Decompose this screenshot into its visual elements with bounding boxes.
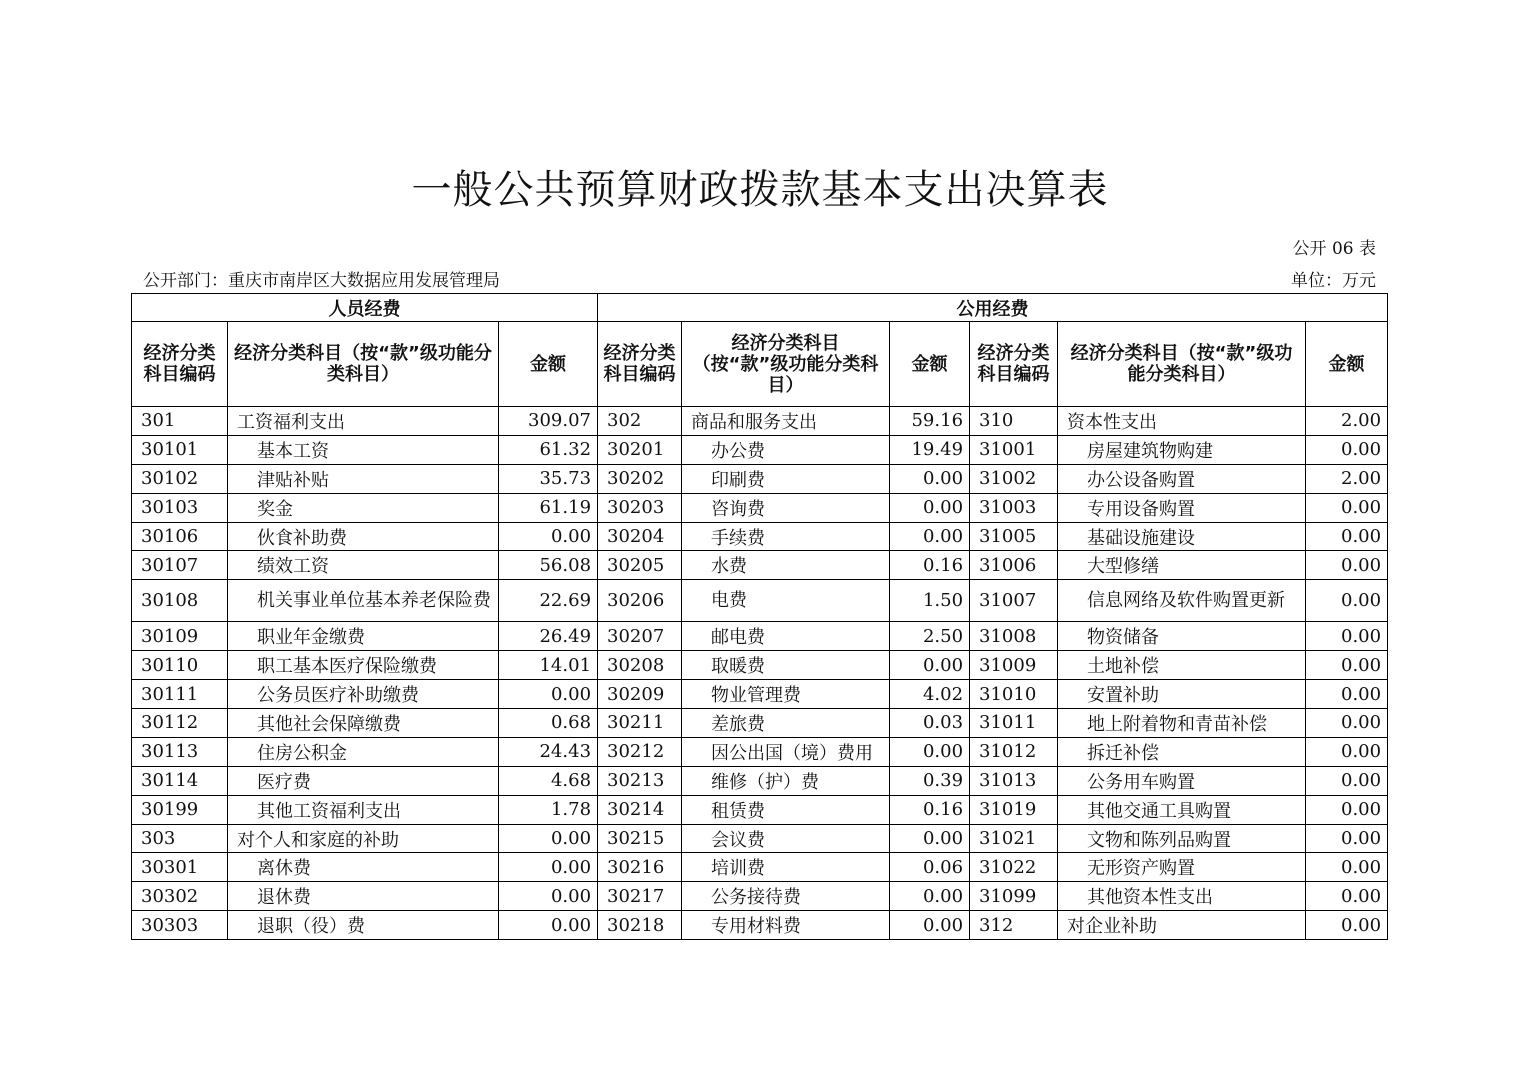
item-name: 印刷费 <box>682 464 890 493</box>
item-amount: 0.03 <box>890 709 970 738</box>
item-name: 差旅费 <box>682 709 890 738</box>
item-code: 31019 <box>970 795 1058 824</box>
item-amount: 22.69 <box>499 580 598 622</box>
item-name: 信息网络及软件购置更新 <box>1058 580 1306 622</box>
item-amount: 4.02 <box>890 680 970 709</box>
item-name: 租赁费 <box>682 795 890 824</box>
item-code: 30114 <box>132 766 228 795</box>
item-code: 30212 <box>598 737 682 766</box>
item-code: 30303 <box>132 911 228 940</box>
expenditure-table <box>131 293 1388 940</box>
header-amount: 金额 <box>499 322 598 407</box>
header-code: 经济分类科目编码 <box>598 322 682 407</box>
item-code: 30301 <box>132 853 228 882</box>
table-row <box>132 853 1388 882</box>
table-row <box>132 680 1388 709</box>
item-code: 30214 <box>598 795 682 824</box>
item-amount: 0.68 <box>499 709 598 738</box>
item-code: 30110 <box>132 651 228 680</box>
item-code: 30102 <box>132 464 228 493</box>
item-amount: 0.00 <box>1306 522 1388 551</box>
item-name: 住房公积金 <box>228 737 499 766</box>
item-name: 奖金 <box>228 493 499 522</box>
item-name: 水费 <box>682 551 890 580</box>
item-amount: 26.49 <box>499 622 598 651</box>
table-row <box>132 622 1388 651</box>
item-amount: 56.08 <box>499 551 598 580</box>
item-name: 维修（护）费 <box>682 766 890 795</box>
item-amount: 14.01 <box>499 651 598 680</box>
item-name: 退休费 <box>228 882 499 911</box>
item-code: 30203 <box>598 493 682 522</box>
table-row <box>132 551 1388 580</box>
item-code: 31002 <box>970 464 1058 493</box>
item-code: 31012 <box>970 737 1058 766</box>
item-name: 医疗费 <box>228 766 499 795</box>
item-amount: 0.00 <box>1306 580 1388 622</box>
item-code: 30202 <box>598 464 682 493</box>
item-amount: 0.00 <box>1306 737 1388 766</box>
item-amount: 61.32 <box>499 435 598 464</box>
item-code: 30218 <box>598 911 682 940</box>
item-name: 公务接待费 <box>682 882 890 911</box>
item-name: 专用材料费 <box>682 911 890 940</box>
item-amount: 0.00 <box>1306 709 1388 738</box>
item-code: 31001 <box>970 435 1058 464</box>
item-code: 302 <box>598 407 682 436</box>
item-name: 取暖费 <box>682 651 890 680</box>
item-amount: 0.00 <box>499 522 598 551</box>
item-amount: 0.00 <box>890 493 970 522</box>
item-code: 30217 <box>598 882 682 911</box>
item-code: 310 <box>970 407 1058 436</box>
item-code: 31022 <box>970 853 1058 882</box>
item-amount: 0.39 <box>890 766 970 795</box>
item-name: 专用设备购置 <box>1058 493 1306 522</box>
item-code: 30103 <box>132 493 228 522</box>
item-code: 30213 <box>598 766 682 795</box>
item-amount: 2.50 <box>890 622 970 651</box>
item-code: 30111 <box>132 680 228 709</box>
item-amount: 0.00 <box>1306 853 1388 882</box>
item-code: 31010 <box>970 680 1058 709</box>
item-name: 其他资本性支出 <box>1058 882 1306 911</box>
table-row <box>132 824 1388 853</box>
item-amount: 0.16 <box>890 551 970 580</box>
item-name: 伙食补助费 <box>228 522 499 551</box>
item-code: 30204 <box>598 522 682 551</box>
item-name: 公务员医疗补助缴费 <box>228 680 499 709</box>
item-name: 退职（役）费 <box>228 911 499 940</box>
table-row <box>132 651 1388 680</box>
item-name: 文物和陈列品购置 <box>1058 824 1306 853</box>
table-row <box>132 435 1388 464</box>
item-code: 30107 <box>132 551 228 580</box>
item-name: 办公费 <box>682 435 890 464</box>
table-row <box>132 737 1388 766</box>
item-code: 30112 <box>132 709 228 738</box>
item-amount: 0.00 <box>1306 795 1388 824</box>
item-name: 其他社会保障缴费 <box>228 709 499 738</box>
item-name: 咨询费 <box>682 493 890 522</box>
item-code: 31009 <box>970 651 1058 680</box>
item-amount: 0.00 <box>499 680 598 709</box>
item-amount: 4.68 <box>499 766 598 795</box>
item-name: 离休费 <box>228 853 499 882</box>
header-code: 经济分类科目编码 <box>132 322 228 407</box>
item-code: 31006 <box>970 551 1058 580</box>
header-name: 经济分类科目（按“款”级功能分类科目） <box>1058 322 1306 407</box>
item-name: 工资福利支出 <box>228 407 499 436</box>
item-name: 职业年金缴费 <box>228 622 499 651</box>
item-code: 30113 <box>132 737 228 766</box>
table-row <box>132 493 1388 522</box>
table-row <box>132 766 1388 795</box>
section-public: 公用经费 <box>598 294 1388 322</box>
table-row <box>132 709 1388 738</box>
item-code: 312 <box>970 911 1058 940</box>
item-code: 31011 <box>970 709 1058 738</box>
unit-label: 单位：万元 <box>1291 271 1376 291</box>
item-name: 公务用车购置 <box>1058 766 1306 795</box>
item-amount: 0.00 <box>499 853 598 882</box>
item-name: 基本工资 <box>228 435 499 464</box>
item-amount: 0.16 <box>890 795 970 824</box>
item-name: 无形资产购置 <box>1058 853 1306 882</box>
item-code: 30205 <box>598 551 682 580</box>
item-name: 对个人和家庭的补助 <box>228 824 499 853</box>
item-code: 31005 <box>970 522 1058 551</box>
item-name: 邮电费 <box>682 622 890 651</box>
item-code: 30101 <box>132 435 228 464</box>
item-code: 30207 <box>598 622 682 651</box>
item-code: 301 <box>132 407 228 436</box>
item-name: 津贴补贴 <box>228 464 499 493</box>
item-code: 31008 <box>970 622 1058 651</box>
item-name: 对企业补助 <box>1058 911 1306 940</box>
item-name: 会议费 <box>682 824 890 853</box>
item-name: 商品和服务支出 <box>682 407 890 436</box>
item-name: 其他工资福利支出 <box>228 795 499 824</box>
item-amount: 0.00 <box>499 824 598 853</box>
header-amount: 金额 <box>890 322 970 407</box>
table-row <box>132 522 1388 551</box>
header-name: 经济分类科目（按“款”级功能分类科目） <box>228 322 499 407</box>
item-amount: 24.43 <box>499 737 598 766</box>
item-amount: 0.00 <box>1306 766 1388 795</box>
item-name: 因公出国（境）费用 <box>682 737 890 766</box>
item-name: 手续费 <box>682 522 890 551</box>
item-code: 30302 <box>132 882 228 911</box>
item-amount: 59.16 <box>890 407 970 436</box>
item-name: 安置补助 <box>1058 680 1306 709</box>
item-code: 30216 <box>598 853 682 882</box>
table-row <box>132 911 1388 940</box>
item-code: 30208 <box>598 651 682 680</box>
item-name: 机关事业单位基本养老保险费 <box>228 580 499 622</box>
item-amount: 0.00 <box>890 737 970 766</box>
item-amount: 2.00 <box>1306 407 1388 436</box>
item-amount: 0.00 <box>890 824 970 853</box>
item-amount: 1.78 <box>499 795 598 824</box>
item-name: 物业管理费 <box>682 680 890 709</box>
item-amount: 0.00 <box>1306 824 1388 853</box>
item-code: 31003 <box>970 493 1058 522</box>
item-name: 房屋建筑物购建 <box>1058 435 1306 464</box>
item-name: 资本性支出 <box>1058 407 1306 436</box>
table-row <box>132 882 1388 911</box>
item-amount: 61.19 <box>499 493 598 522</box>
item-code: 30206 <box>598 580 682 622</box>
item-amount: 0.00 <box>1306 622 1388 651</box>
item-amount: 0.00 <box>1306 651 1388 680</box>
item-code: 31099 <box>970 882 1058 911</box>
item-amount: 0.00 <box>1306 493 1388 522</box>
item-code: 30209 <box>598 680 682 709</box>
table-row <box>132 464 1388 493</box>
table-row <box>132 580 1388 622</box>
table-row <box>132 407 1388 436</box>
item-code: 30106 <box>132 522 228 551</box>
item-name: 绩效工资 <box>228 551 499 580</box>
item-code: 303 <box>132 824 228 853</box>
item-amount: 0.00 <box>890 522 970 551</box>
item-amount: 2.00 <box>1306 464 1388 493</box>
header-amount: 金额 <box>1306 322 1388 407</box>
item-name: 职工基本医疗保险缴费 <box>228 651 499 680</box>
item-code: 31013 <box>970 766 1058 795</box>
item-name: 电费 <box>682 580 890 622</box>
item-code: 30109 <box>132 622 228 651</box>
item-amount: 0.00 <box>1306 911 1388 940</box>
item-code: 30201 <box>598 435 682 464</box>
item-amount: 309.07 <box>499 407 598 436</box>
item-name: 基础设施建设 <box>1058 522 1306 551</box>
item-name: 土地补偿 <box>1058 651 1306 680</box>
item-amount: 1.50 <box>890 580 970 622</box>
item-amount: 0.00 <box>890 911 970 940</box>
item-amount: 0.00 <box>890 464 970 493</box>
item-code: 30215 <box>598 824 682 853</box>
table-row <box>132 795 1388 824</box>
item-code: 31007 <box>970 580 1058 622</box>
item-name: 培训费 <box>682 853 890 882</box>
item-name: 拆迁补偿 <box>1058 737 1306 766</box>
item-amount: 0.00 <box>890 882 970 911</box>
item-code: 30211 <box>598 709 682 738</box>
header-code: 经济分类科目编码 <box>970 322 1058 407</box>
section-personnel: 人员经费 <box>132 294 598 322</box>
page-title: 一般公共预算财政拨款基本支出决算表 <box>411 167 1109 213</box>
item-amount: 0.00 <box>1306 435 1388 464</box>
item-amount: 0.06 <box>890 853 970 882</box>
item-name: 办公设备购置 <box>1058 464 1306 493</box>
item-name: 其他交通工具购置 <box>1058 795 1306 824</box>
item-amount: 35.73 <box>499 464 598 493</box>
item-amount: 19.49 <box>890 435 970 464</box>
form-number: 公开 06 表 <box>1292 239 1376 259</box>
header-name: 经济分类科目（按“款”级功能分类科目） <box>682 322 890 407</box>
item-code: 31021 <box>970 824 1058 853</box>
item-amount: 0.00 <box>1306 882 1388 911</box>
item-amount: 0.00 <box>890 651 970 680</box>
item-amount: 0.00 <box>1306 680 1388 709</box>
item-amount: 0.00 <box>499 911 598 940</box>
department-label: 公开部门：重庆市南岸区大数据应用发展管理局 <box>143 271 500 291</box>
item-amount: 0.00 <box>499 882 598 911</box>
item-name: 地上附着物和青苗补偿 <box>1058 709 1306 738</box>
item-amount: 0.00 <box>1306 551 1388 580</box>
item-code: 30108 <box>132 580 228 622</box>
item-code: 30199 <box>132 795 228 824</box>
item-name: 物资储备 <box>1058 622 1306 651</box>
item-name: 大型修缮 <box>1058 551 1306 580</box>
